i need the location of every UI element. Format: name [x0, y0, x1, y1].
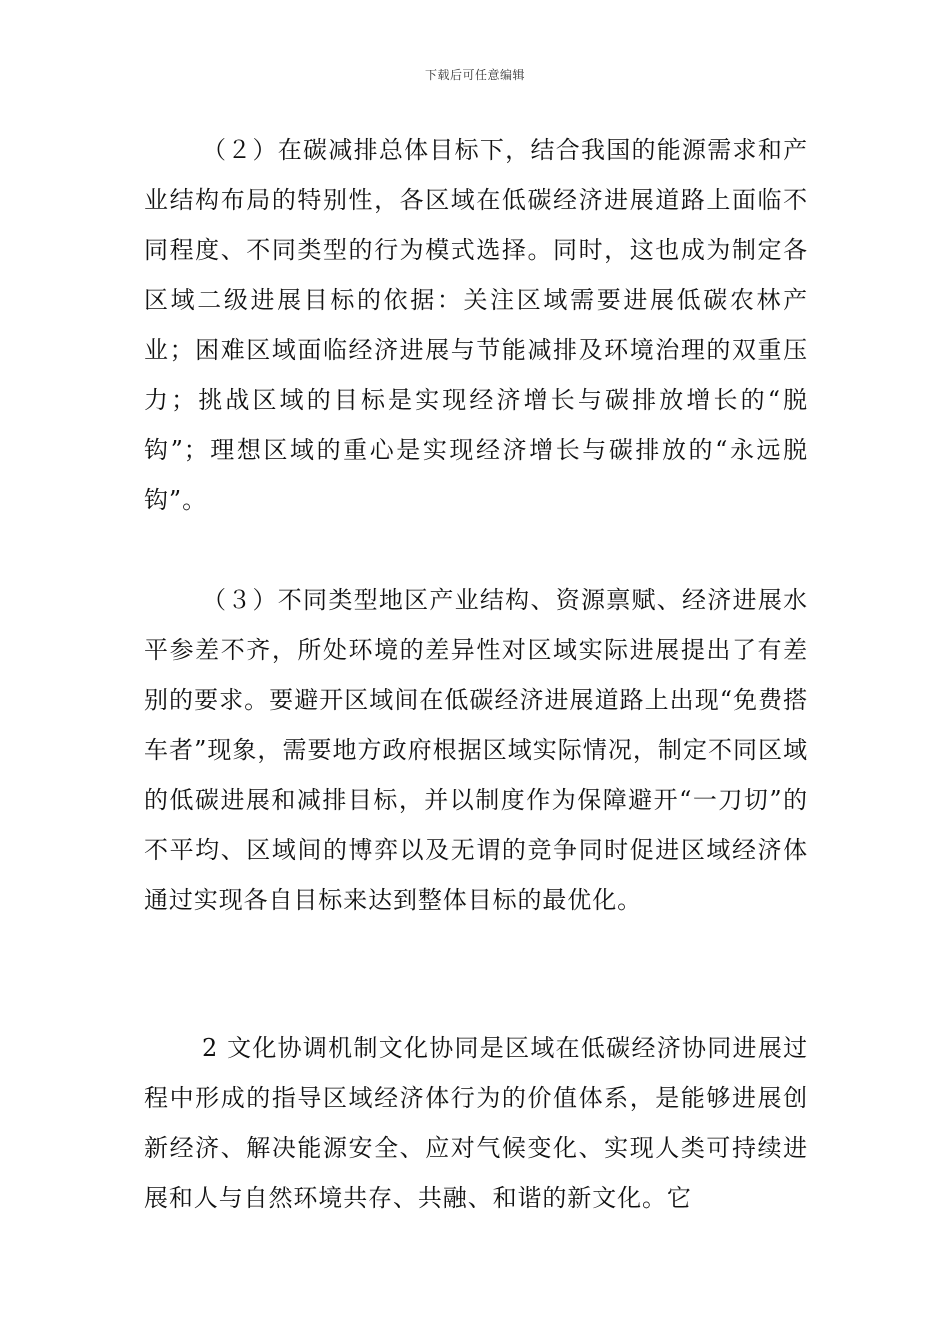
paragraph-cultural-coordination: 2 文化协调机制文化协同是区域在低碳经济协同进展过程中形成的指导区域经济体行为的价值体系，是能够进展创新经济、解决能源安全、应对气候变化、实现人类可持续进展和人与自然环境共存、共融、和谐的新文化。它 [144, 1034, 808, 1212]
paragraph-carbon-reduction-goals: （２）在碳减排总体目标下，结合我国的能源需求和产业结构布局的特别性，各区域在低碳经济进展道路上面临不同程度、不同类型的行为模式选择。同时，这也成为制定各区域二级进展目标的依据：关注区域需要进展低碳农林产业；困难区域面临经济进展与节能减排及环境治理的双重压力；挑战区域的目标是实现经济增长与碳排放增长的“脱钩”；理想区域的重心是实现经济增长与碳排放的“永远脱钩”。 [144, 136, 808, 514]
page-header: 下载后可任意编辑 [424, 68, 525, 82]
paragraph-regional-differences: （３）不同类型地区产业结构、资源禀赋、经济进展水平参差不齐，所处环境的差异性对区域实际进展提出了有差别的要求。要避开区域间在低碳经济进展道路上出现“免费搭车者”现象，需要地方政府根据区域实际情况，制定不同区域的低碳进展和减排目标，并以制度作为保障避开“一刀切”的不平均、区域间的博弈以及无谓的竞争同时促进区域经济体通过实现各自目标来达到整体目标的最优化。 [144, 586, 808, 914]
